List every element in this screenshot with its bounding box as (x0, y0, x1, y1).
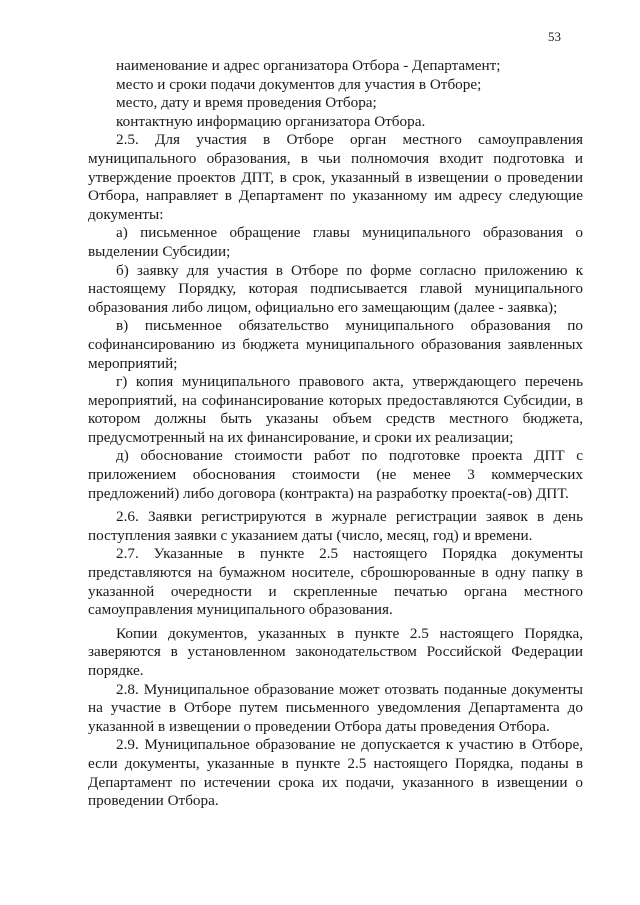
paragraph-selection-date: место, дату и время проведения Отбора; (116, 94, 377, 112)
page-number: 53 (548, 29, 561, 44)
paragraph-2-5-c: в) письменное обязательство муниципального образования по софинансированию из бюджета муниципального образования заявленных мероприятий; (88, 317, 583, 372)
paragraph-2-6: 2.6. Заявки регистрируются в журнале регистрации заявок в день поступления заявки с указанием даты (число, месяц, год) и времени. (88, 508, 583, 544)
document-body (88, 57, 583, 811)
paragraph-2-5-a: а) письменное обращение главы муниципального образования о выделении Субсидии; (88, 224, 583, 260)
paragraph-2-7: 2.7. Указанные в пункте 2.5 настоящего Порядка документы представляются на бумажном носителе, сброшюрованные в одну папку в указанной очередности и скрепленные печатью органа местного самоуправления муниципального образования. (88, 545, 583, 619)
paragraph-2-5-b: б) заявку для участия в Отборе по форме согласно приложению к настоящему Порядку, которая подписывается главой муниципального образования либо лицом, официально его замещающим (далее - заявка); (88, 261, 583, 316)
paragraph-copies: Копии документов, указанных в пункте 2.5 настоящего Порядка, заверяются в установленном законодательством Российской Федерации порядке. (88, 624, 583, 679)
paragraph-2-5-e: д) обоснование стоимости работ по подготовке проекта ДПТ с приложением обоснования стоимости (не менее 3 коммерческих предложений) либо договора (контракта) на разработку проекта(-ов) ДПТ. (88, 447, 583, 502)
paragraph-2-8: 2.8. Муниципальное образование может отозвать поданные документы на участие в Отборе путем письменного уведомления Департамента до указанной в извещении о проведении Отбора даты проведения Отбора. (88, 680, 583, 735)
paragraph-submission-place: место и сроки подачи документов для участия в Отборе; (116, 75, 482, 93)
paragraph-contact-info: контактную информацию организатора Отбора. (116, 112, 426, 130)
paragraph-organizer-address: наименование и адрес организатора Отбора - Департамент; (116, 57, 501, 74)
paragraph-2-9: 2.9. Муниципальное образование не допускается к участию в Отборе, если документы, указанные в пункте 2.5 настоящего Порядка, поданы в Департамент по истечении срока их подачи, указанного в извещении о проведении Отбора. (88, 736, 583, 810)
paragraph-2-5-d: г) копия муниципального правового акта, утверждающего перечень мероприятий, на софинансирование которых предоставляются Субсидии, в котором должны быть указаны объем средств местного бюджета, предусмотренный на их финансирование, и сроки их реализации; (88, 373, 583, 446)
paragraph-2-5: 2.5. Для участия в Отборе орган местного самоуправления муниципального образования, в чьи полномочия входит подготовка и утверждение проектов ДПТ, в срок, указанный в извещении о проведении Отбора, направляет в Департамент по указанному им адресу следующие документы: (88, 131, 583, 223)
